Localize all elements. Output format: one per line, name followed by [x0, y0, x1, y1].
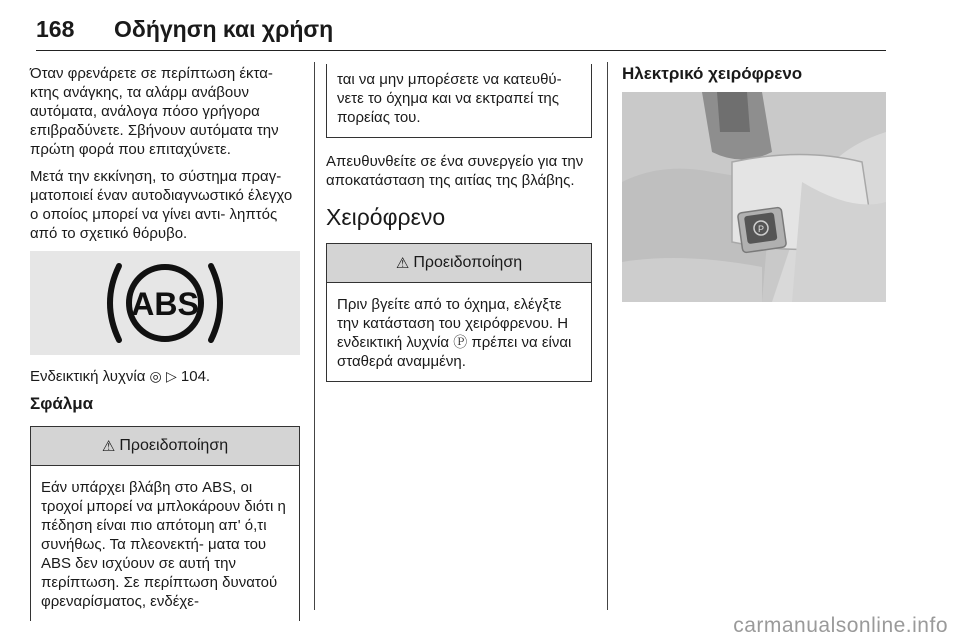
- parking-brake-indicator-icon: Ⓟ: [453, 334, 468, 350]
- warning-text-continued: ται να μην μπορέσετε να κατευθύ- νετε το όχημα και να εκτραπεί της πορείας του.: [337, 71, 562, 126]
- section-heading-parking-brake: Χειρόφρενο: [326, 204, 446, 230]
- warning-text-part: πρέπει να είναι σταθερά αναμμένη.: [337, 334, 572, 370]
- abs-icon: [97, 258, 233, 348]
- warning-box-abs: [30, 426, 300, 621]
- page-reference-icon: ▷: [165, 368, 177, 384]
- warning-text-part: Πριν βγείτε από το όχημα, ελέγξτε την κατάσταση του χειρόφρενου. Η ενδεικτική λυχνία: [337, 296, 569, 351]
- fault-heading: Σφάλμα: [30, 394, 94, 413]
- center-console-illustration: [622, 92, 886, 302]
- warning-body: [327, 283, 591, 381]
- chapter-title: Οδήγηση και χρήση: [114, 16, 334, 42]
- page-number: 168: [36, 16, 75, 42]
- indicator-reference: [30, 367, 300, 386]
- warning-triangle-icon: ⚠: [101, 438, 116, 455]
- warning-header: [327, 244, 591, 283]
- warning-header: [31, 427, 299, 466]
- abs-icon-label: ABS: [131, 286, 199, 322]
- column-divider: [314, 62, 315, 610]
- indicator-page-ref: 104.: [180, 368, 211, 385]
- abs-warning-light-figure: [30, 251, 300, 355]
- warning-box-parking-brake: [326, 243, 592, 382]
- warning-text: Εάν υπάρχει βλάβη στο ABS, οι τροχοί μπορεί να μπλοκάρουν διότι η πέδηση είναι πιο απότομη απ' ό,τι συνήθως. Τα πλεονεκτή- ματα του ABS δεν ισχύουν σε αυτή την περίπτωση. Σε περίπτωση δυνατού φρεναρίσματος, ενδέχε-: [41, 479, 286, 610]
- warning-title: Προειδοποίηση: [119, 437, 229, 454]
- warning-body: [31, 466, 299, 621]
- warning-box-abs-continued: [326, 64, 592, 138]
- parking-brake-switch-photo: [622, 92, 886, 307]
- warning-triangle-icon: ⚠: [395, 255, 410, 272]
- paragraph-workshop: Απευθυνθείτε σε ένα συνεργείο για την αποκατάσταση της αιτίας της βλάβης.: [326, 153, 584, 189]
- watermark: carmanualsonline.info: [733, 614, 948, 637]
- paragraph-self-test: Μετά την εκκίνηση, το σύστημα πραγ- ματοποιεί έναν αυτοδιαγνωστικό έλεγχο ο οποίος μπορεί να γίνει αντι- ληπτός από το σχετικό θόρυβο.: [30, 168, 293, 242]
- electric-parking-brake-heading: Ηλεκτρικό χειρόφρενο: [622, 64, 803, 83]
- indicator-label: Ενδεικτική λυχνία: [30, 368, 146, 385]
- abs-small-icon: ◎: [149, 368, 162, 384]
- column-divider: [607, 62, 608, 610]
- page-header: [36, 10, 886, 51]
- column-left: [30, 64, 300, 621]
- warning-title: Προειδοποίηση: [413, 254, 523, 271]
- switch-symbol: P: [757, 224, 765, 234]
- warning-text: [337, 295, 581, 371]
- column-middle: [326, 64, 592, 382]
- paragraph-emergency-braking: Όταν φρενάρετε σε περίπτωση έκτα- κτης ανάγκης, τα αλάρμ ανάβουν αυτόματα, ανάλογα πόσο γρήγορα επιβραδύνετε. Σβήνουν αυτόματα την πρώτη φορά που επιταχύνετε.: [30, 65, 279, 158]
- column-right: [622, 64, 886, 307]
